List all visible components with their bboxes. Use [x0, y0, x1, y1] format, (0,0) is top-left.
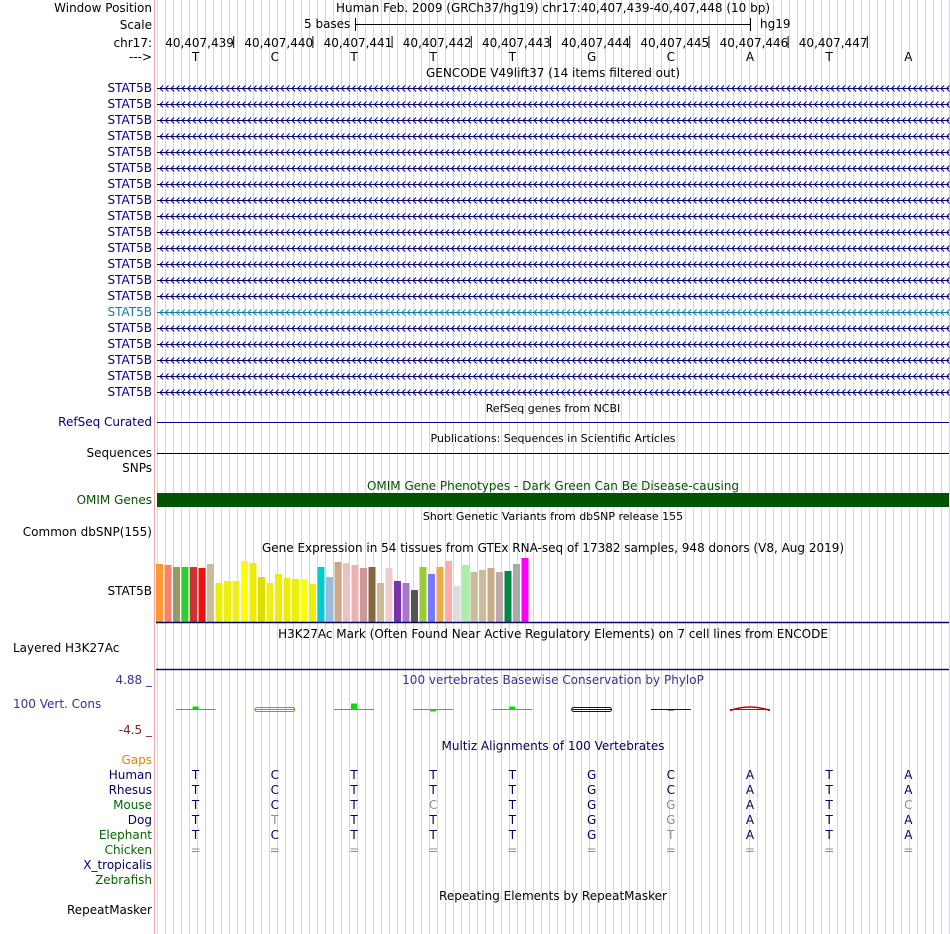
- gtex-tissue-bar: [411, 590, 418, 622]
- multiz-aligned-base: G: [666, 813, 676, 827]
- repeatmasker-title: Repeating Elements by RepeatMasker: [439, 889, 667, 903]
- gtex-tissue-bar: [377, 583, 384, 622]
- refseq-title: RefSeq genes from NCBI: [485, 402, 621, 415]
- gencode-gene-label[interactable]: STAT5B: [107, 161, 152, 175]
- omim-label[interactable]: OMIM Genes: [76, 493, 152, 507]
- gtex-tissue-bar: [505, 571, 512, 622]
- multiz-aligned-base: G: [586, 813, 597, 827]
- gtex-tissue-bar: [437, 567, 444, 622]
- scale-text: 5 bases: [304, 17, 351, 31]
- multiz-aligned-base: T: [191, 783, 200, 797]
- gencode-gene-label[interactable]: STAT5B: [107, 209, 152, 223]
- gtex-tissue-bar: [233, 581, 240, 622]
- multiz-aligned-base: T: [825, 813, 833, 827]
- gtex-tissue-bar: [488, 568, 495, 622]
- multiz-species-label: Elephant: [98, 828, 152, 842]
- reference-base: C: [270, 50, 279, 64]
- gtex-tissue-bar: [522, 558, 529, 622]
- gtex-tissue-bar: [335, 562, 342, 622]
- multiz-aligned-base: =: [348, 843, 360, 857]
- coordinate-tick-label: 40,407,444: [561, 36, 630, 50]
- multiz-species-label: Zebrafish: [95, 873, 152, 887]
- gtex-tissue-bar: [258, 577, 265, 622]
- multiz-aligned-base: T: [508, 828, 517, 842]
- dbsnp-title: Short Genetic Variants from dbSNP release 155: [422, 510, 684, 523]
- gtex-tissue-bar: [301, 579, 308, 622]
- multiz-aligned-base: G: [586, 768, 597, 782]
- multiz-aligned-base: T: [429, 828, 437, 842]
- multiz-aligned-base: A: [745, 783, 755, 797]
- phylop-label[interactable]: 100 Vert. Cons: [13, 697, 102, 711]
- multiz-aligned-base: T: [271, 813, 279, 827]
- gencode-gene-label[interactable]: STAT5B: [107, 241, 152, 255]
- gtex-tissue-bar: [199, 568, 206, 622]
- gencode-gene-label[interactable]: STAT5B: [107, 81, 152, 95]
- multiz-aligned-base: =: [428, 843, 439, 857]
- gtex-tissue-bar: [369, 567, 376, 622]
- gtex-tissue-bar: [309, 584, 316, 622]
- gencode-gene-label[interactable]: STAT5B: [107, 353, 152, 367]
- gtex-tissue-bar: [292, 579, 299, 622]
- multiz-aligned-base: C: [666, 783, 675, 797]
- gtex-tissue-bar: [386, 568, 393, 622]
- chrom-label: chr17:: [113, 36, 152, 50]
- gtex-label[interactable]: STAT5B: [107, 584, 152, 598]
- multiz-aligned-base: =: [586, 843, 597, 857]
- gtex-tissue-bar: [216, 583, 223, 622]
- strand-label: --->: [128, 50, 152, 64]
- coordinate-tick-label: 40,407,447: [798, 36, 868, 50]
- phylop-title: 100 vertebrates Basewise Conservation by PhyloP: [402, 673, 704, 687]
- multiz-species-label: Rhesus: [108, 783, 152, 797]
- gtex-tissue-bar: [352, 565, 359, 622]
- snps-label[interactable]: SNPs: [122, 461, 152, 475]
- gtex-tissue-bar: [360, 568, 367, 622]
- gtex-tissue-bar: [454, 586, 461, 622]
- gtex-tissue-bar: [182, 567, 189, 622]
- gtex-tissue-bar: [190, 567, 197, 622]
- multiz-aligned-base: C: [270, 768, 279, 782]
- multiz-aligned-base: T: [667, 828, 675, 842]
- gencode-gene-label[interactable]: STAT5B: [107, 97, 152, 111]
- gencode-gene-label[interactable]: STAT5B: [107, 385, 152, 399]
- multiz-aligned-base: T: [350, 783, 358, 797]
- multiz-aligned-base: T: [350, 828, 358, 842]
- gtex-tissue-bar: [445, 561, 452, 622]
- gtex-tissue-bar: [241, 561, 248, 622]
- reference-base: T: [825, 50, 833, 64]
- gtex-tissue-bar: [250, 563, 257, 622]
- gtex-tissue-bar: [420, 567, 427, 622]
- multiz-aligned-base: T: [508, 783, 517, 797]
- multiz-aligned-base: T: [508, 768, 517, 782]
- gencode-gene-label[interactable]: STAT5B: [107, 257, 152, 271]
- multiz-aligned-base: A: [745, 798, 755, 812]
- reference-base: T: [508, 50, 517, 64]
- gtex-tissue-bar: [318, 567, 325, 622]
- coordinate-tick-label: 40,407,445: [640, 36, 710, 50]
- multiz-aligned-base: G: [586, 828, 597, 842]
- multiz-aligned-base: =: [190, 843, 201, 857]
- assembly-label: hg19: [760, 17, 791, 31]
- scale-label: Scale: [119, 18, 152, 32]
- gencode-gene-label[interactable]: STAT5B: [107, 145, 152, 159]
- multiz-species-label: Dog: [127, 813, 152, 827]
- multiz-aligned-base: T: [429, 768, 437, 782]
- multiz-species-label: X_tropicalis: [83, 858, 152, 872]
- gtex-tissue-bar: [173, 567, 180, 622]
- multiz-aligned-base: =: [269, 843, 280, 857]
- phylop-score-bar: [351, 704, 357, 710]
- gtex-tissue-bar: [394, 581, 401, 622]
- refseq-label[interactable]: RefSeq Curated: [58, 415, 152, 429]
- multiz-aligned-base: T: [508, 798, 517, 812]
- multiz-aligned-base: A: [904, 783, 913, 797]
- gtex-tissue-bar: [496, 572, 503, 622]
- gencode-gene-label[interactable]: STAT5B: [107, 369, 152, 383]
- gencode-gene-label[interactable]: STAT5B: [107, 337, 152, 351]
- gtex-tissue-bar: [275, 574, 282, 622]
- multiz-aligned-base: C: [428, 798, 438, 812]
- coordinate-tick-label: 40,407,442: [402, 36, 472, 50]
- gtex-tissue-bar: [343, 563, 350, 622]
- multiz-aligned-base: T: [825, 828, 833, 842]
- reference-base: C: [666, 50, 675, 64]
- multiz-aligned-base: =: [507, 843, 518, 857]
- window-position-label: Window Position: [54, 1, 152, 15]
- multiz-aligned-base: =: [744, 843, 756, 857]
- multiz-aligned-base: T: [191, 798, 200, 812]
- coordinate-tick-label: 40,407,441: [323, 36, 393, 50]
- gtex-tissue-bar: [428, 574, 435, 622]
- multiz-aligned-base: A: [904, 828, 913, 842]
- multiz-aligned-base: =: [903, 843, 914, 857]
- gtex-tissue-bar: [462, 565, 469, 622]
- gtex-tissue-bar: [224, 581, 231, 622]
- multiz-aligned-base: C: [666, 768, 675, 782]
- gtex-tissue-bar: [479, 570, 486, 622]
- multiz-aligned-base: T: [350, 798, 358, 812]
- repeatmasker-label[interactable]: RepeatMasker: [66, 903, 152, 917]
- omim-gene-bar: [157, 493, 949, 507]
- h3k27ac-title: H3K27Ac Mark (Often Found Near Active Regulatory Elements) on 7 cell lines from ENCODE: [278, 627, 828, 641]
- multiz-species-label: Mouse: [113, 798, 152, 812]
- gencode-gene-label[interactable]: STAT5B: [107, 193, 152, 207]
- coordinate-tick-label: 40,407,440: [244, 36, 314, 50]
- multiz-aligned-base: G: [586, 798, 597, 812]
- multiz-aligned-base: A: [745, 813, 755, 827]
- gtex-tissue-bar: [156, 564, 163, 622]
- reference-base: G: [586, 50, 597, 64]
- multiz-aligned-base: T: [825, 768, 833, 782]
- gencode-gene-label[interactable]: STAT5B: [107, 321, 152, 335]
- gencode-title: GENCODE V49lift37 (14 items filtered out): [425, 66, 680, 80]
- phylop-score-bar: [193, 707, 199, 710]
- multiz-aligned-base: C: [270, 783, 279, 797]
- gtex-tissue-bar: [326, 577, 333, 622]
- publications-label[interactable]: Sequences: [86, 446, 152, 460]
- multiz-aligned-base: T: [350, 768, 358, 782]
- gencode-gene-label[interactable]: STAT5B: [107, 177, 152, 191]
- gtex-tissue-bar: [207, 564, 214, 622]
- multiz-aligned-base: G: [666, 798, 676, 812]
- gtex-title: Gene Expression in 54 tissues from GTEx RNA-seq of 17382 samples, 948 donors (V8, Aug 2019): [261, 541, 845, 555]
- multiz-aligned-base: T: [825, 798, 833, 812]
- gencode-gene-label[interactable]: STAT5B: [107, 273, 152, 287]
- gaps-label: Gaps: [121, 753, 152, 767]
- h3k27ac-label[interactable]: Layered H3K27Ac: [13, 641, 120, 655]
- multiz-aligned-base: C: [904, 798, 913, 812]
- publications-title: Publications: Sequences in Scientific Articles: [430, 432, 676, 445]
- multiz-aligned-base: =: [824, 843, 835, 857]
- reference-base: T: [350, 50, 358, 64]
- gtex-tissue-bar: [267, 583, 274, 622]
- gencode-gene-label[interactable]: STAT5B: [107, 129, 152, 143]
- dbsnp-label[interactable]: Common dbSNP(155): [22, 525, 152, 539]
- phylop-score-bar: [668, 710, 674, 711]
- multiz-species-label: Human: [108, 768, 152, 782]
- gtex-tissue-bar: [513, 564, 520, 622]
- multiz-aligned-base: T: [191, 813, 200, 827]
- window-position-value: Human Feb. 2009 (GRCh37/hg19) chr17:40,407,439-40,407,448 (10 bp): [335, 1, 770, 15]
- multiz-title: Multiz Alignments of 100 Vertebrates: [441, 739, 665, 753]
- multiz-aligned-base: A: [745, 828, 755, 842]
- coordinate-tick-label: 40,407,446: [719, 36, 789, 50]
- multiz-aligned-base: A: [904, 768, 913, 782]
- multiz-aligned-base: T: [825, 783, 833, 797]
- multiz-aligned-base: =: [665, 843, 676, 857]
- gtex-tissue-bar: [471, 572, 478, 622]
- multiz-aligned-base: T: [191, 768, 200, 782]
- omim-title: OMIM Gene Phenotypes - Dark Green Can Be Disease-causing: [366, 479, 740, 493]
- gencode-gene-label[interactable]: STAT5B: [107, 113, 152, 127]
- gencode-gene-label[interactable]: STAT5B: [107, 289, 152, 303]
- multiz-species-label: Chicken: [104, 843, 152, 857]
- multiz-aligned-base: T: [191, 828, 200, 842]
- multiz-aligned-base: T: [429, 783, 437, 797]
- reference-base: A: [904, 50, 913, 64]
- gencode-gene-label[interactable]: STAT5B: [107, 305, 152, 319]
- phylop-max-label: 4.88 _: [115, 673, 152, 687]
- multiz-aligned-base: A: [745, 768, 755, 782]
- multiz-aligned-base: T: [508, 813, 517, 827]
- multiz-aligned-base: C: [270, 828, 279, 842]
- gtex-tissue-bar: [284, 578, 291, 622]
- gtex-tissue-bar: [403, 583, 410, 622]
- multiz-aligned-base: T: [350, 813, 358, 827]
- coordinate-tick-label: 40,407,443: [482, 36, 551, 50]
- multiz-aligned-base: C: [270, 798, 279, 812]
- reference-base: A: [745, 50, 755, 64]
- gencode-gene-label[interactable]: STAT5B: [107, 225, 152, 239]
- multiz-aligned-base: T: [429, 813, 437, 827]
- phylop-min-label: -4.5 _: [118, 723, 152, 737]
- phylop-score-bar: [509, 707, 515, 710]
- reference-base: T: [191, 50, 200, 64]
- reference-base: T: [429, 50, 437, 64]
- multiz-aligned-base: A: [904, 813, 913, 827]
- multiz-aligned-base: G: [586, 783, 597, 797]
- coordinate-tick-label: 40,407,439: [165, 36, 234, 50]
- gtex-tissue-bar: [165, 565, 172, 622]
- phylop-score-bar: [430, 710, 436, 712]
